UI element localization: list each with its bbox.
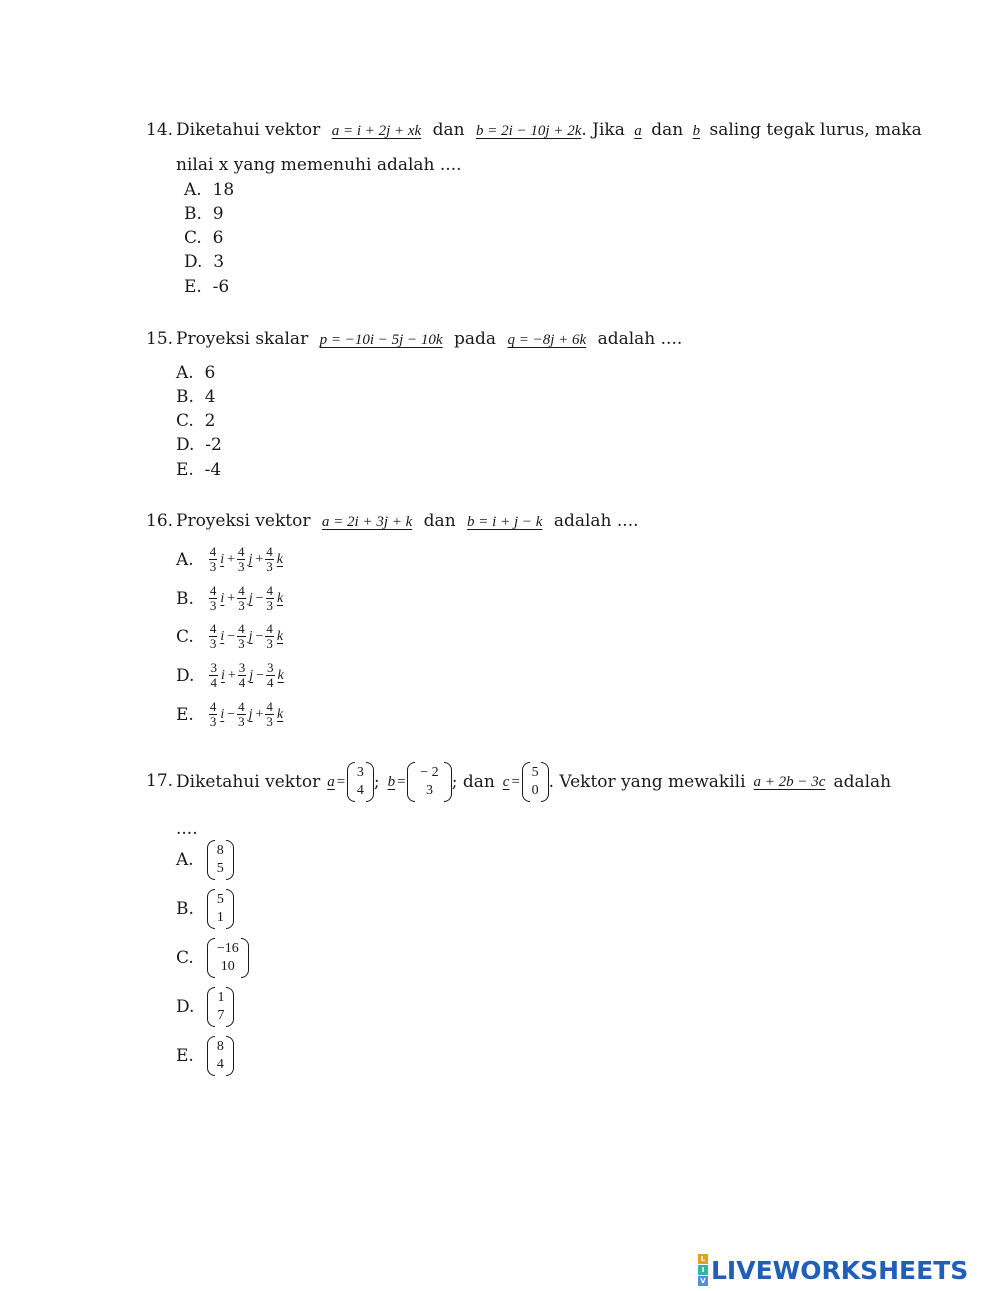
fraction-numerator: 4: [238, 583, 245, 598]
q17-sep-1: ;: [373, 772, 380, 792]
q16-dan: dan: [423, 511, 456, 531]
fraction: [265, 622, 274, 651]
option-label: B.: [176, 387, 194, 407]
option-label: C.: [176, 948, 194, 968]
unit-vector: j: [248, 590, 253, 606]
option-value: 2: [204, 411, 216, 431]
q15-option-a[interactable]: [176, 363, 215, 383]
term-sign: −: [227, 706, 236, 722]
fraction: [266, 661, 275, 690]
q16-option-c[interactable]: [176, 622, 285, 651]
q16-line1: [176, 511, 639, 531]
q16-vector-a-equation: a = 2i + 3j + k: [321, 514, 413, 530]
option-label: D.: [184, 252, 203, 272]
option-column-vector: [207, 889, 234, 929]
matrix-bottom: 5: [216, 861, 224, 876]
fraction-denominator: 3: [209, 714, 217, 729]
q17-vector-c-matrix: [522, 762, 549, 802]
fraction-numerator: 4: [238, 621, 245, 636]
q17-vector-b-matrix: [407, 762, 451, 802]
option-value: 6: [212, 228, 224, 248]
q16-option-a[interactable]: [176, 545, 285, 574]
liveworksheets-logo[interactable]: [698, 1254, 968, 1286]
q16-option-b[interactable]: [176, 584, 285, 613]
fraction-numerator: 4: [209, 621, 217, 636]
fraction-denominator: 3: [209, 636, 217, 651]
fraction: [237, 584, 246, 613]
unit-vector: j: [248, 706, 253, 722]
fraction-numerator: 3: [267, 660, 274, 675]
q14-option-b[interactable]: [184, 204, 224, 224]
matrix-bottom: 1: [216, 910, 224, 925]
option-label: C.: [176, 626, 194, 647]
option-expression: [208, 545, 285, 574]
unit-vector: j: [248, 551, 253, 567]
q16-text-2: adalah ....: [553, 511, 639, 531]
fraction-denominator: 3: [237, 559, 245, 574]
logo-tile: V: [698, 1276, 708, 1286]
unit-vector: i: [220, 590, 225, 606]
fraction-denominator: 4: [210, 675, 217, 690]
q17-text-3: adalah: [833, 772, 892, 792]
fraction-numerator: 4: [209, 583, 217, 598]
logo-tile: I: [698, 1265, 708, 1275]
term-sign: +: [227, 590, 236, 606]
option-column-vector: [207, 938, 249, 978]
q17-c-eq-sign: =: [510, 773, 521, 790]
option-label: E.: [176, 1046, 194, 1066]
fraction-numerator: 4: [266, 583, 273, 598]
matrix-bottom: 3: [425, 783, 433, 798]
q15-vector-q-equation: q = −8j + 6k: [507, 332, 587, 348]
option-label: D.: [176, 665, 195, 686]
q15-number: 15.: [146, 329, 174, 349]
q16-number: 16.: [146, 511, 174, 531]
unit-vector: k: [276, 628, 284, 644]
q16-option-e[interactable]: [176, 700, 285, 729]
term-sign: −: [255, 628, 264, 644]
matrix-bottom: 4: [356, 783, 364, 798]
option-column-vector: [207, 987, 234, 1027]
q17-vector-a-matrix: [347, 762, 374, 802]
fraction-denominator: 3: [266, 559, 273, 574]
matrix-bottom: 0: [531, 783, 539, 798]
fraction-numerator: 3: [238, 660, 246, 675]
fraction: [209, 584, 218, 613]
q14-a: a: [634, 123, 642, 139]
unit-vector: k: [276, 706, 284, 722]
q14-vector-a-equation: a = i + 2j + xk: [331, 123, 422, 139]
unit-vector: i: [220, 551, 225, 567]
option-label: E.: [184, 277, 202, 297]
option-expression: [208, 661, 285, 690]
option-label: A.: [176, 850, 194, 870]
q14-dan-2: dan: [651, 120, 684, 140]
fraction: [237, 622, 246, 651]
option-value: 6: [204, 363, 216, 383]
matrix-top: 5: [531, 765, 539, 780]
matrix-bottom: 4: [216, 1057, 224, 1072]
q14-option-d[interactable]: [184, 252, 224, 272]
option-value: 18: [212, 180, 235, 200]
matrix-top: 3: [356, 765, 364, 780]
matrix-top: 8: [216, 843, 224, 858]
q17-sep-2: ; dan: [451, 772, 495, 792]
fraction-numerator: 4: [266, 544, 273, 559]
term-sign: +: [255, 706, 264, 722]
q15-line1: [176, 329, 682, 349]
q17-line2: ....: [176, 819, 198, 839]
q14-text-2: . Jika: [581, 120, 625, 140]
q14-text-3: saling tegak lurus, maka: [709, 120, 922, 140]
q14-option-e[interactable]: [184, 277, 229, 297]
q14-dan: dan: [432, 120, 465, 140]
unit-vector: k: [276, 551, 283, 567]
option-label: D.: [176, 435, 195, 455]
option-label: B.: [176, 899, 194, 919]
option-expression: [208, 622, 285, 651]
option-value: -2: [205, 435, 222, 455]
option-label: B.: [184, 204, 202, 224]
fraction-numerator: 4: [266, 699, 273, 714]
term-sign: −: [227, 628, 236, 644]
option-column-vector: [207, 1036, 234, 1076]
q15-pada: pada: [454, 329, 497, 349]
fraction-denominator: 4: [238, 675, 246, 690]
matrix-bottom: 7: [217, 1008, 225, 1023]
term-sign: −: [256, 667, 265, 683]
matrix-top: −16: [216, 941, 239, 956]
option-label: D.: [176, 997, 195, 1017]
term-sign: +: [255, 551, 264, 567]
logo-wordmark: LIVEWORKSHEETS: [711, 1255, 969, 1285]
term-sign: +: [227, 551, 235, 567]
q15-option-e[interactable]: [176, 460, 221, 480]
fraction-numerator: 4: [237, 544, 245, 559]
q17-option-d[interactable]: [176, 987, 234, 1027]
unit-vector: i: [220, 628, 225, 644]
fraction: [238, 661, 247, 690]
matrix-bottom: 10: [220, 959, 235, 974]
q15-option-b[interactable]: [176, 387, 216, 407]
option-value: 4: [204, 387, 216, 407]
option-label: C.: [184, 228, 202, 248]
fraction: [265, 545, 274, 574]
term-sign: +: [227, 667, 236, 683]
option-label: B.: [176, 588, 194, 609]
logo-tile: L: [698, 1254, 708, 1264]
q16-vector-b-equation: b = i + j − k: [467, 514, 543, 530]
option-value: 3: [213, 252, 225, 272]
q14-option-c[interactable]: [184, 228, 223, 248]
q14-b: b: [692, 123, 701, 139]
fraction-denominator: 3: [266, 636, 273, 651]
q16-text-1: Proyeksi vektor: [176, 511, 311, 531]
q15-option-d[interactable]: [176, 435, 222, 455]
q14-line2: nilai x yang memenuhi adalah ....: [176, 155, 462, 175]
q17-option-c[interactable]: [176, 938, 249, 978]
unit-vector: i: [220, 706, 225, 722]
option-label: A.: [184, 180, 202, 200]
q17-a-eq-sign: =: [335, 773, 346, 790]
q15-vector-p-equation: p = −10i − 5j − 10k: [319, 332, 443, 348]
term-sign: −: [255, 590, 264, 606]
fraction: [209, 545, 218, 574]
q14-vector-b-equation: b = 2i − 10j + 2k: [476, 123, 582, 139]
q17-option-e[interactable]: [176, 1036, 234, 1076]
q17-b-eq-sign: =: [396, 773, 407, 790]
option-value: 9: [212, 204, 224, 224]
option-label: E.: [176, 704, 194, 725]
q15-text-2: adalah ....: [597, 329, 683, 349]
fraction: [237, 700, 246, 729]
q17-option-a[interactable]: [176, 840, 234, 880]
q15-option-c[interactable]: [176, 411, 215, 431]
q14-option-a[interactable]: [184, 180, 234, 200]
q15-text-1: Proyeksi skalar: [176, 329, 309, 349]
q17-a-name: a: [327, 773, 335, 790]
option-label: E.: [176, 460, 194, 480]
q17-option-b[interactable]: [176, 889, 234, 929]
matrix-top: 8: [216, 1039, 224, 1054]
matrix-top: 5: [216, 892, 224, 907]
q14-line1: [176, 120, 922, 140]
fraction: [209, 700, 218, 729]
logo-tiles-icon: [698, 1254, 708, 1286]
fraction-denominator: 3: [238, 598, 245, 613]
fraction: [237, 545, 246, 574]
q17-expression: a + 2b − 3c: [753, 773, 826, 790]
unit-vector: j: [248, 628, 253, 644]
fraction: [209, 661, 218, 690]
q17-text-2: . Vektor yang mewakili: [548, 772, 746, 792]
option-label: A.: [176, 549, 194, 570]
option-expression: [208, 584, 285, 613]
matrix-top: 1: [217, 990, 225, 1005]
q17-c-name: c: [502, 773, 510, 790]
unit-vector: j: [249, 667, 254, 683]
option-column-vector: [207, 840, 234, 880]
fraction-denominator: 3: [238, 714, 245, 729]
fraction-numerator: 3: [210, 660, 217, 675]
fraction: [209, 622, 218, 651]
q14-number: 14.: [146, 120, 174, 140]
option-label: A.: [176, 363, 194, 383]
fraction-numerator: 4: [266, 621, 273, 636]
fraction-denominator: 3: [266, 598, 273, 613]
option-label: C.: [176, 411, 194, 431]
unit-vector: k: [277, 590, 284, 606]
option-value: -4: [204, 460, 222, 480]
fraction-numerator: 4: [238, 699, 245, 714]
q17-line1: [176, 762, 891, 802]
unit-vector: i: [220, 667, 225, 683]
q16-option-d[interactable]: [176, 661, 286, 690]
fraction-denominator: 3: [266, 714, 273, 729]
q14-text-1: Diketahui vektor: [176, 120, 321, 140]
matrix-top: − 2: [420, 765, 439, 780]
fraction-denominator: 4: [267, 675, 274, 690]
fraction: [265, 700, 274, 729]
fraction-denominator: 3: [209, 598, 217, 613]
q17-number: 17.: [146, 771, 174, 791]
fraction-numerator: 4: [209, 699, 217, 714]
option-value: -6: [212, 277, 230, 297]
q17-text-1: Diketahui vektor: [176, 772, 321, 792]
option-expression: [208, 700, 285, 729]
fraction-numerator: 4: [209, 544, 217, 559]
fraction-denominator: 3: [209, 559, 217, 574]
fraction-denominator: 3: [238, 636, 245, 651]
unit-vector: k: [277, 667, 284, 683]
fraction: [266, 584, 275, 613]
q17-b-name: b: [387, 773, 396, 790]
